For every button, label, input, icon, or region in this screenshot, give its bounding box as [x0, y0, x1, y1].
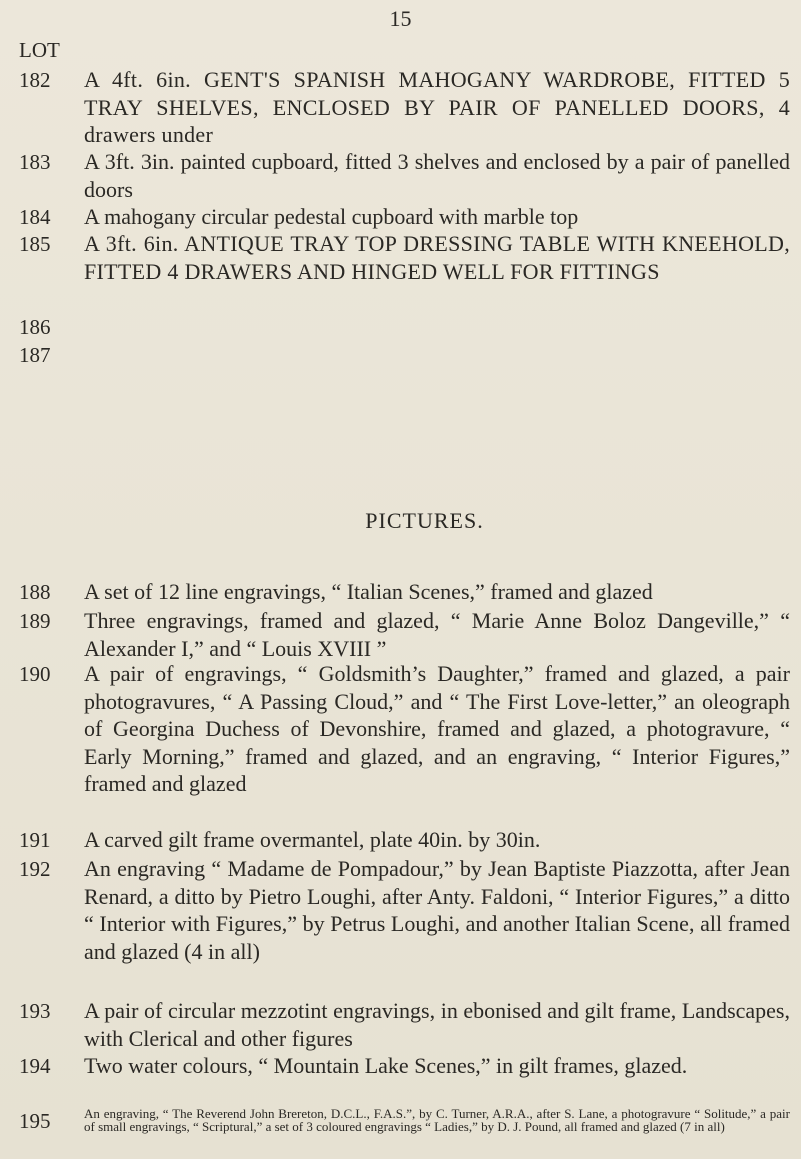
lot-number: 195 [19, 1109, 51, 1133]
lot-description: A pair of circular mezzotint engravings, in ebonised and gilt frame, Landscapes, with Clerical and other figures [84, 998, 790, 1051]
lot-description: A 3ft. 6in. ANTIQUE TRAY TOP DRESSING TABLE WITH KNEEHOLD, FITTED 4 DRAWERS AND HINGED WELL FOR FITTINGS [84, 231, 790, 284]
lot-description: Three engravings, framed and glazed, “ Marie Anne Boloz Dangeville,” “ Alexander I,” and “ Louis XVIII ” [84, 608, 790, 661]
lot-column-heading: LOT [19, 38, 60, 62]
lot-number: 188 [19, 580, 51, 604]
lot-number: 186 [19, 315, 51, 339]
lot-number: 184 [19, 205, 51, 229]
lot-description: A carved gilt frame overmantel, plate 40in. by 30in. [84, 827, 541, 852]
lot-description: A 3ft. 3in. painted cupboard, fitted 3 shelves and enclosed by a pair of panelled doors [84, 149, 790, 202]
lot-description: An engraving “ Madame de Pompadour,” by Jean Baptiste Piazzotta, after Jean Renard, a ditto by Pietro Loughi, after Anty. Faldoni, “ Interior Figures,” a ditto “ Interior with Figures,” by Petrus Loughi, and another Italian Scene, all framed and glazed (4 in all) [84, 856, 790, 964]
lot-description: An engraving, “ The Reverend John Brereton, D.C.L., F.A.S.”, by C. Turner, A.R.A., after S. Lane, a photogravure “ Solitude,” a pair of small engravings, “ Scriptural,” a set of 3 coloured engravings “ Ladies,” by D. J. Pound, all framed and glazed (7 in all) [84, 1106, 790, 1134]
lot-description: A mahogany circular pedestal cupboard with marble top [84, 204, 579, 229]
lot-number: 182 [19, 68, 51, 92]
lot-description: A pair of engravings, “ Goldsmith’s Daughter,” framed and glazed, a pair photogravures, “ A Passing Cloud,” and “ The First Love-letter,” an oleograph of Georgina Duchess of Devonshire, framed and glazed, a photogravure, “ Early Morning,” framed and glazed, and an engraving, “ Interior Figures,” framed and glazed [84, 661, 790, 796]
lot-number: 190 [19, 662, 51, 686]
lot-number: 187 [19, 343, 51, 367]
lot-description: A 4ft. 6in. GENT'S SPANISH MAHOGANY WARDROBE, FITTED 5 TRAY SHELVES, ENCLOSED BY PAIR OF PANELLED DOORS, 4 drawers under [84, 67, 790, 147]
lot-number: 191 [19, 828, 51, 852]
lot-number: 189 [19, 609, 51, 633]
section-heading: PICTURES. [365, 508, 484, 533]
lot-number: 185 [19, 232, 51, 256]
lot-number: 183 [19, 150, 51, 174]
lot-number: 192 [19, 857, 51, 881]
lot-description: A set of 12 line engravings, “ Italian Scenes,” framed and glazed [84, 579, 653, 604]
lot-description: Two water colours, “ Mountain Lake Scenes,” in gilt frames, glazed. [84, 1053, 688, 1078]
page-number: 15 [389, 6, 412, 31]
lot-number: 194 [19, 1054, 51, 1078]
lot-number: 193 [19, 999, 51, 1023]
